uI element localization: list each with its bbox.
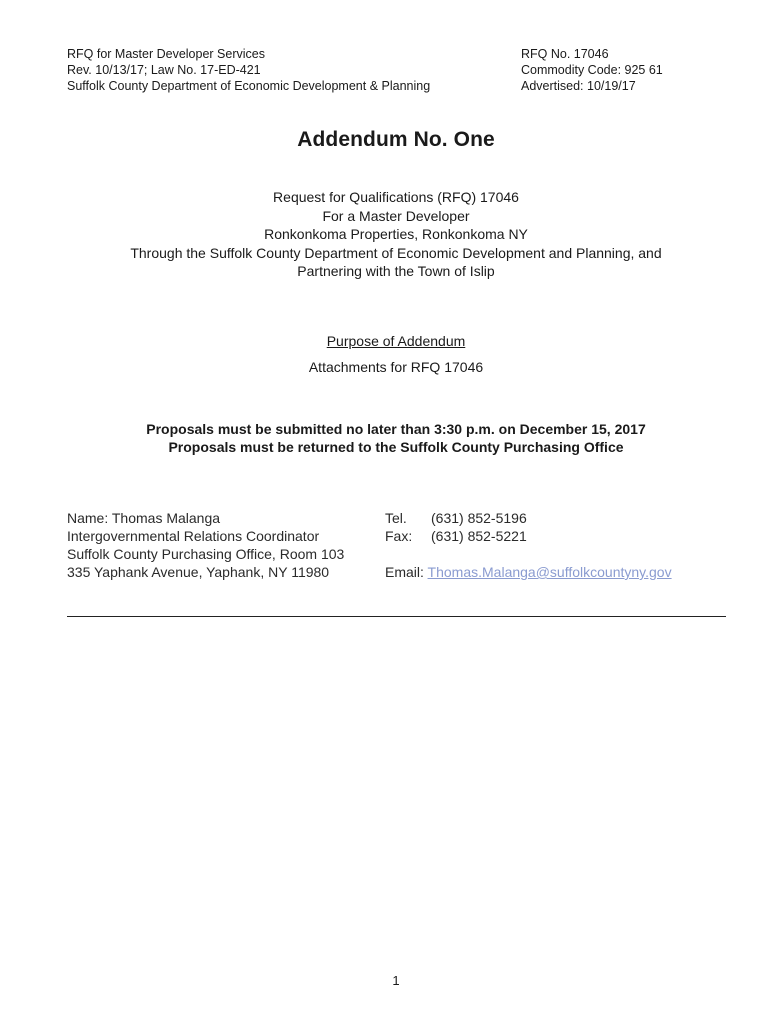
contact-email	[385, 563, 672, 581]
contact-fax	[385, 527, 672, 545]
contact-tel	[385, 509, 672, 527]
contact-office: Suffolk County Purchasing Office, Room 103	[67, 546, 345, 562]
contact-title: Intergovernmental Relations Coordinator	[67, 528, 320, 544]
contact-name: Name: Thomas Malanga	[67, 510, 221, 526]
header-right	[521, 46, 663, 94]
deadline-return-location: Proposals must be returned to the Suffolk County Purchasing Office	[168, 439, 624, 455]
contact-address: 335 Yaphank Avenue, Yaphank, NY 11980	[67, 564, 330, 580]
rfq-line: For a Master Developer	[322, 207, 470, 224]
spacer	[385, 545, 672, 563]
rfq-line: Through the Suffolk County Department of Economic Development and Planning, and	[130, 244, 662, 261]
purpose-heading: Purpose of Addendum	[326, 333, 466, 349]
contact-info	[67, 509, 344, 581]
rfq-line: Partnering with the Town of Islip	[297, 263, 495, 279]
header-advertised-date: Advertised: 10/19/17	[521, 79, 636, 93]
email-label: Email:	[385, 564, 424, 580]
fax-label: Fax:	[385, 528, 413, 544]
section-divider	[67, 616, 726, 617]
fax-value: (631) 852-5221	[431, 528, 527, 544]
header-department: Suffolk County Department of Economic Development & Planning	[67, 79, 431, 93]
page-number: 1	[392, 973, 400, 988]
purpose-text: Attachments for RFQ 17046	[308, 359, 484, 375]
email-link[interactable]: Thomas.Malanga@suffolkcountyny.gov	[427, 564, 672, 580]
header-rfq-number: RFQ No. 17046	[521, 47, 609, 61]
deadline-submission: Proposals must be submitted no later than 3:30 p.m. on December 15, 2017	[146, 421, 646, 437]
page-title: Addendum No. One	[297, 128, 495, 151]
header-revision: Rev. 10/13/17; Law No. 17-ED-421	[67, 63, 261, 77]
deadline-notice	[0, 420, 770, 456]
rfq-line: Request for Qualifications (RFQ) 17046	[273, 189, 519, 205]
header-rfq-title: RFQ for Master Developer Services	[67, 47, 265, 61]
rfq-description	[0, 188, 770, 281]
header-commodity-code: Commodity Code: 925 61	[521, 63, 663, 77]
contact-details	[385, 509, 672, 581]
header-left	[67, 46, 430, 94]
rfq-line: Ronkonkoma Properties, Ronkonkoma NY	[264, 226, 528, 242]
tel-label: Tel.	[385, 510, 407, 526]
tel-value: (631) 852-5196	[431, 510, 527, 526]
